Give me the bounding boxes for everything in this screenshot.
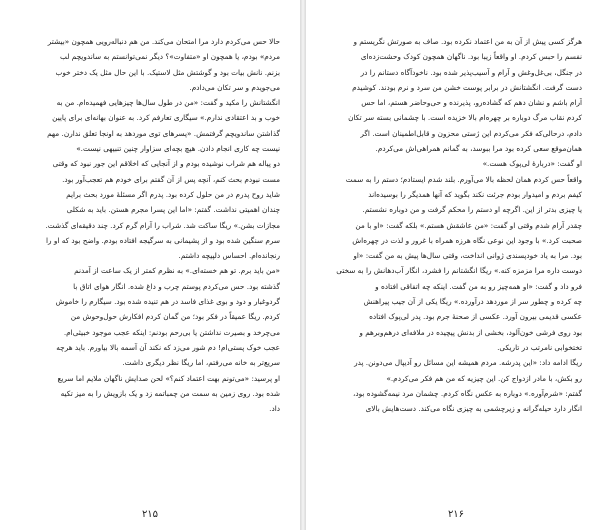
text-line: نیست چه کاری انجام دادن. هیچ بچه‌ای سزاوار چنین تنبیهی نیست.» [76,144,280,154]
text-line: حالا حس می‌کردم دارد مرا امتحان می‌کند. من هم دنباله‌رویی همچون «بیشتر [47,37,280,46]
right-page-number: ۲۱۶ [447,509,465,520]
text-line: گذشته بود. حس می‌کردم پوستم چرب و داغ شده. انگار هوای اتاق با [73,281,280,291]
text-line: در جنگل، بی‌غل‌وغش و آرام و آسیب‌پذیر شده بود. ناخودآگاه دستانم را در [360,67,582,77]
text-line: مجازات بشن.» ریگا ساکت شد. شراب را آرام گرم کرد. چند دقیقه‌ای گذشت. [45,220,280,230]
text-line: او گفت: «دربارهٔ لی‌پوک هست.» [482,159,582,169]
text-line: بود روی فرشی خون‌آلود، بخشی از بدنش پیچیده در ملافه‌ای درهم‌وبرهم و [359,327,582,337]
text-line: دو پیاله هم شراب نوشیده بودم و از آنجایی که اخلاقم این‌ جور نبود که وقتی [52,159,280,169]
text-line: شاید روح پدرم در من حلول کرده بود. پدرم اگر مسئلهٔ مورد بحث برایم [66,189,280,199]
text-line: کردم نقاب مرگ دوباره بر چهره‌ام بالا خزیده است. با چشمانی بسته سر تکان [348,113,582,123]
text-line: بود. مرا به یاد خودپسندی ژوانی انداخت، وقتی سال‌ها پیش به من گفت: «او [353,251,582,261]
text-line: گردوغبار و دود و بوی غذای فاسد در هم تنیده شده بود. سیگارم را خاموش [55,297,280,307]
text-line: بزنم. نانش بیات بود و گوشتش مثل لاستیک. با این حال مثل یک دختر خوب [55,67,280,77]
right-page [306,0,606,530]
text-line: چقدر آرام شدم وقتی او گفت: «من عاشقش هستم.» بلکه گفت: «او با من [355,220,582,230]
left-page-number: ۲۱۵ [141,509,159,520]
text-line: مردم» بودم، یا همچون او «متفاوت»؟ دیگر نمی‌توانستم به ساندویچم لب [60,52,280,62]
left-page [0,0,300,530]
text-line: نفسم را حبس کردم. او واقعاً زیبا بود. ناگهان همچون کودک وحشت‌زده‌ای [360,52,582,62]
text-line: سریع‌تر به خانه می‌رفتم، اما ریگا نظر دیگری داشت. [122,358,280,368]
text-line: عجب خوک پستی‌ام! دم شور می‌زد که نکند آن آسمه بالا بیاورم. باید هرچه [56,342,280,352]
text-line: تختخوابی نامرتب در تاریکی. [497,342,582,352]
right-page-text [326,34,582,416]
text-line: چه کرده و چطور سر از موردهد درآورده.» ریگا یکی از آن جیب پیراهنش [363,297,582,307]
text-line: «من باید برم. تو هم خسته‌ای.» به نظرم کمتر از یک ساعت از آمدنم [74,266,280,276]
text-line: رو بکش، با مادر ازدواج کن. این چیزیه که من هم فکر می‌کردم.» [386,373,582,383]
text-line: گذاشتن ساندویچم گرفتمش. «پسرهای توی موردهد به اونجا تعلق ندارن. مهم [47,128,280,138]
text-line: می‌جویدم و سر تکان می‌دادم. [189,82,280,92]
text-line: او پرسید: «می‌تونم بهت اعتماد کنم؟» لحن صدایش ناگهان ملایم اما سریع [57,373,280,383]
text-line: واقعاً حس کردم همان لحظه بالا می‌آورم. بلند شدم ایستادم؛ دستم را به سمت [345,174,582,184]
text-line: رنجانده‌ام. احساس دلپیچه داشتم. [178,251,280,261]
text-line: داد. [269,404,280,414]
text-line: می‌چرخد و بصیرت نداشتن یا بی‌رحم بودنم: اینکه عجب موجود خبیثی‌ام. [63,327,280,337]
text-line: همان‌موقع سعی کرده بود مرا ببوسد، به گمانم همراهی‌اش می‌کردم. [375,144,582,154]
text-line: دوست داره مرا مزمزه کنه.» ریگا انگشتانم را فشرد، انگار آب‌دهانش را به سختی [336,266,582,276]
text-line: شده بود. روی زمین به سمت من چمباتمه زد و یک بازویش را به میز تکیه [60,388,280,398]
left-page-text [26,34,280,416]
text-line: کردم. ریگا عمیقاً در فکر بود؛ من گمان کردم افکارش حول‌وحوش من [70,312,280,322]
text-line: کیفم بردم و امیدوار بودم جرئت نکند بگوید که آنها همدیگر را بوسیده‌اند [368,189,582,199]
text-line: سرم سنگین شده بود و از پشیمانی به سرگیجه افتاده بودم. واضح بود که او را [45,235,280,245]
text-line: صحبت کرد.» با وجود این نوعی نگاه هرزه همراه با غرور و لذت در چهره‌اش [352,235,582,245]
text-line: دادم، درحالی‌که فکر می‌کردم این ژستی محزون و قابل‌اطمینان است. اگر [360,128,582,138]
text-line: انگشتانش را مکید و گفت: «من در طول سال‌ها چیزهایی فهمیده‌ام. من به [56,98,280,108]
text-line: ریگا ادامه داد: «این پدرشه. مردم همیشه این مسائل رو آدیپال می‌دونن. پدر [354,358,582,368]
text-line: خوب و بد اعتقادی ندارم.» سیگاری تعارفم کرد. به عنوان بهانه‌ای برای پایین [52,113,280,123]
text-line: انگار دارد حیله‌گرانه و زیرچشمی به چیزی نگاه می‌کند. دست‌هایش بالای [365,404,582,414]
text-line: چندان اهمیتی نداشت. گفتم: «اما این پسرا مجرم هستن. باید به شکلی [66,205,280,215]
text-line: یا چیزی بدتر از این. اگرچه او دستم را محکم گرفت و من دوباره نشستم. [362,205,582,215]
text-line: هرگز کسی پیش از آن به من اعتماد نکرده بود. صاف به صورتش نگریستم و [353,37,582,46]
text-line: مست نبودم بحث کنم، آنچه پس از آن گفتم برای خودم هم تعجب‌آور بود. [62,174,280,184]
text-line: فرو داد و گفت: «او همه‌چیز رو به من گفت. اینکه چه اتفاقی افتاده و [375,281,582,291]
text-line: گفتم: «شرم‌آوره.» دوباره به عکس نگاه کردم. چشمان مرد نیمه‌گشوده بود، [353,388,582,398]
text-line: آرام باشم و نشان دهم که گشاده‌رو، پذیرنده و حی‌وحاضر هستم، اما حس [361,98,582,108]
text-line: عکسی قدیمی بیرون آورد. عکسی از صحنهٔ جرم بود. پدر لی‌پوک افتاده [369,312,582,322]
text-line: دست گرفت. انگشتانش در برابر پوست خشن من سرد و نرم بودند. کوشیدم [352,82,582,92]
